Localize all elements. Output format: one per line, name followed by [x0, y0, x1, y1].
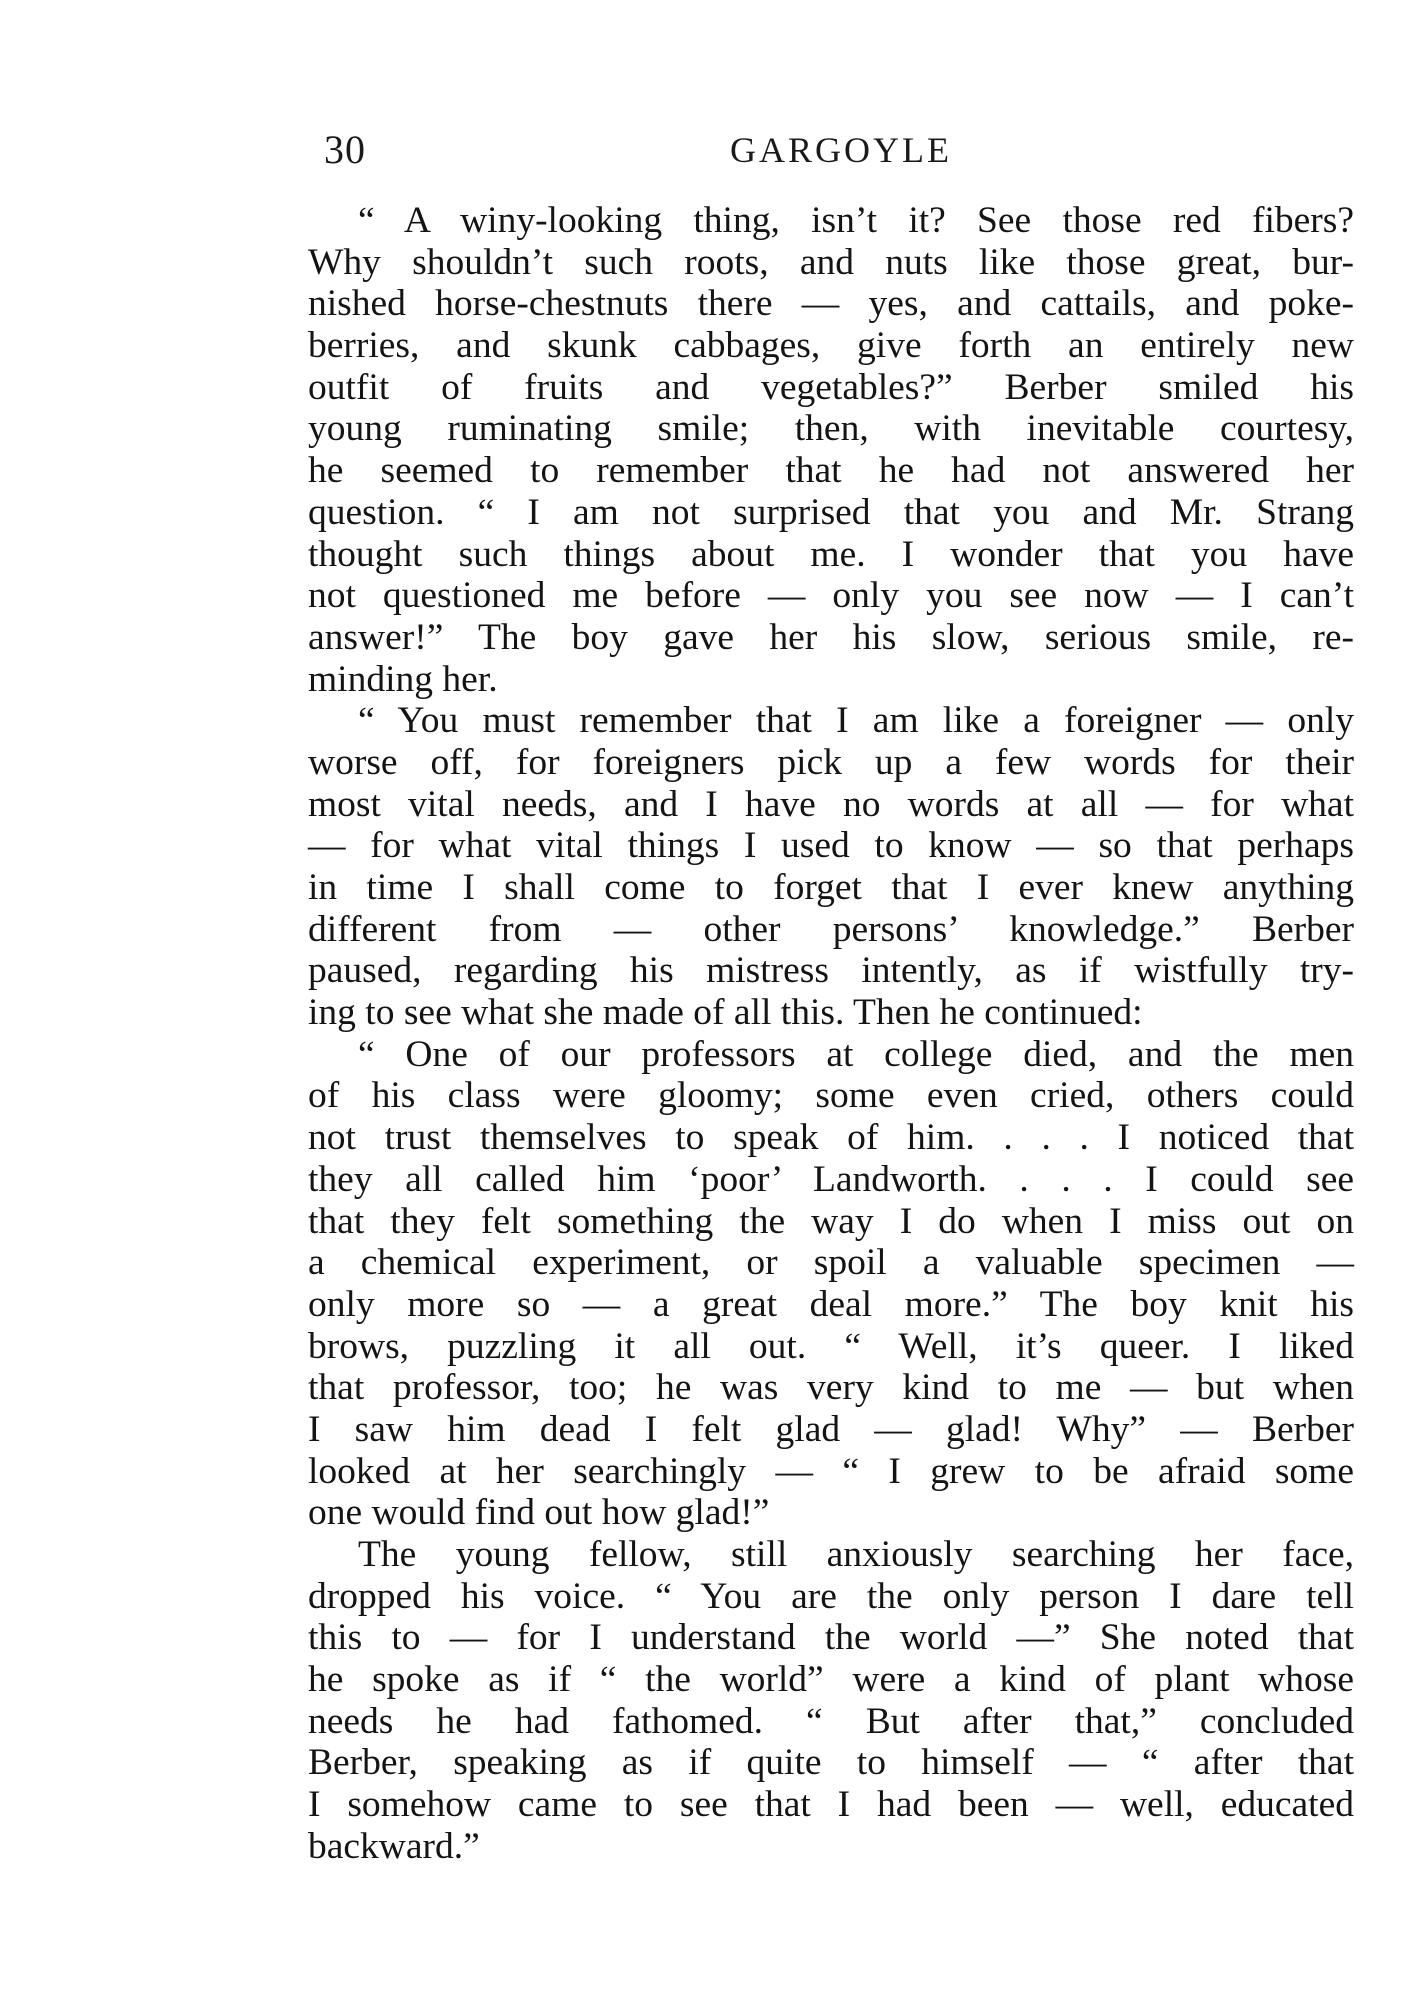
text-line: of his class were gloomy; some even cried, others could [308, 1075, 1354, 1117]
text-line: “ A winy-looking thing, isn’t it? See those red fibers? [358, 200, 1354, 241]
text-line: young ruminating smile; then, with inevitable courtesy, [308, 408, 1354, 450]
text-line: berries, and skunk cabbages, give forth an entirely new [308, 325, 1354, 367]
text-line: Berber, speaking as if quite to himself — “ after that [308, 1742, 1354, 1784]
text-line: most vital needs, and I have no words at all — for what [308, 783, 1354, 825]
text-line: they all called him ‘poor’ Landworth. . . . I could see [308, 1158, 1354, 1200]
text-line: looked at her searchingly — “ I grew to be afraid some [308, 1450, 1354, 1492]
text-line: The young fellow, still anxiously searching her face, [358, 1534, 1354, 1575]
text-line: I somehow came to see that I had been — well, educated [308, 1784, 1354, 1826]
text-line: that professor, too; he was very kind to me — but when [308, 1367, 1354, 1409]
text-line: outfit of fruits and vegetables?” Berber smiled his [308, 366, 1354, 408]
text-line: nished horse-chestnuts there — yes, and cattails, and poke- [308, 283, 1354, 325]
text-line: answer!” The boy gave her his slow, serious smile, re- [308, 616, 1354, 658]
text-line: different from — other persons’ knowledge.” Berber [308, 908, 1354, 950]
text-line: paused, regarding his mistress intently, as if wistfully try- [308, 950, 1354, 992]
body-text [308, 200, 1354, 1868]
text-line: needs he had fathomed. “ But after that,” concluded [308, 1700, 1354, 1742]
text-line: that they felt something the way I do when I miss out on [308, 1200, 1354, 1242]
text-line: brows, puzzling it all out. “ Well, it’s queer. I liked [308, 1325, 1354, 1367]
page-number: 30 [324, 127, 366, 172]
text-line: question. “ I am not surprised that you and Mr. Strang [308, 491, 1354, 533]
text-line: he spoke as if “ the world” were a kind of plant whose [308, 1659, 1354, 1701]
text-line: I saw him dead I felt glad — glad! Why” — Berber [308, 1408, 1354, 1450]
text-line: backward.” [308, 1825, 480, 1867]
text-line: only more so — a great deal more.” The boy knit his [308, 1283, 1354, 1325]
running-head [318, 126, 1364, 174]
text-line: thought such things about me. I wonder that you have [308, 533, 1354, 575]
text-line: minding her. [308, 658, 498, 700]
text-line: in time I shall come to forget that I ever knew anything [308, 867, 1354, 908]
text-line: one would find out how glad!” [308, 1492, 770, 1534]
text-line: “ One of our professors at college died, and the men [358, 1033, 1354, 1075]
text-line: not questioned me before — only you see now — I can’t [308, 575, 1354, 617]
text-line: he seemed to remember that he had not answered her [308, 450, 1354, 492]
text-line: not trust themselves to speak of him. . . . I noticed that [308, 1117, 1354, 1159]
running-title: GARGOYLE [730, 130, 952, 170]
text-line: — for what vital things I used to know — so that perhaps [308, 825, 1354, 867]
text-line: Why shouldn’t such roots, and nuts like those great, bur- [308, 241, 1354, 283]
text-line: a chemical experiment, or spoil a valuable specimen — [308, 1242, 1354, 1284]
text-line: worse off, for foreigners pick up a few words for their [308, 741, 1354, 783]
text-line: “ You must remember that I am like a foreigner — only [358, 700, 1354, 742]
text-line: ing to see what she made of all this. Then he continued: [308, 992, 1143, 1034]
text-line: this to — for I understand the world —” She noted that [308, 1617, 1354, 1659]
text-line: dropped his voice. “ You are the only person I dare tell [308, 1575, 1354, 1617]
